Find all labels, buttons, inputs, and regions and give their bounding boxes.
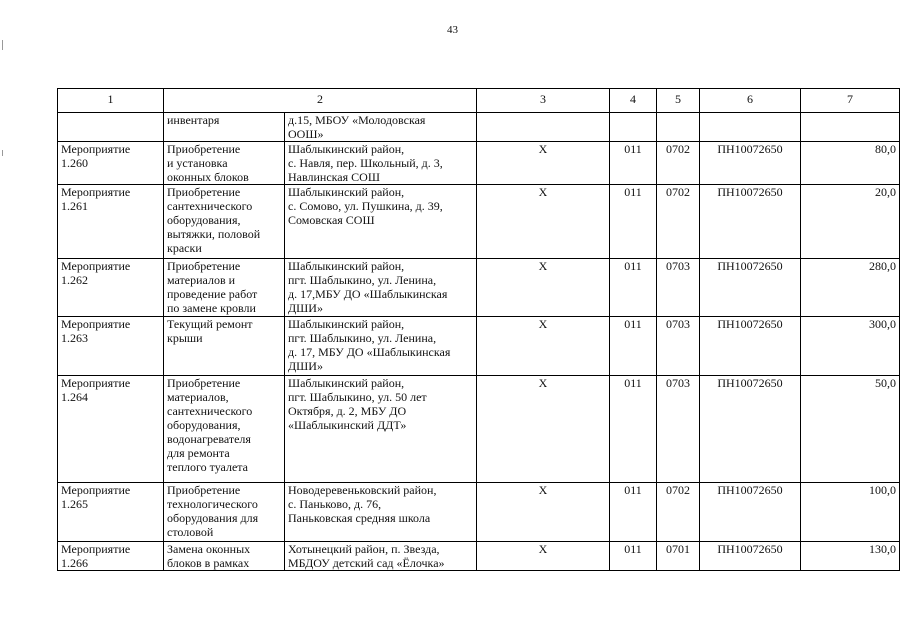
cell-address: Шаблыкинский район, с. Сомово, ул. Пушкина, д. 39, Сомовская СОШ xyxy=(285,185,477,259)
cell-col3: Х xyxy=(477,259,610,317)
cell-address: Хотынецкий район, п. Звезда, МБДОУ детский сад «Ёлочка» xyxy=(285,542,477,571)
cell-address: Шаблыкинский район, пгт. Шаблыкино, ул. Ленина, д. 17,МБУ ДО «Шаблыкинская ДШИ» xyxy=(285,259,477,317)
cell-address: Шаблыкинский район, пгт. Шаблыкино, ул. Ленина, д. 17, МБУ ДО «Шаблыкинская ДШИ» xyxy=(285,317,477,376)
cell-id: Мероприятие 1.265 xyxy=(58,483,164,542)
cell-col6: ПН10072650 xyxy=(700,317,801,376)
cell-id: Мероприятие 1.262 xyxy=(58,259,164,317)
cell-col3: Х xyxy=(477,483,610,542)
header-col-6: 6 xyxy=(700,89,801,113)
margin-mark xyxy=(2,40,3,50)
cell-id: Мероприятие 1.264 xyxy=(58,376,164,483)
cell-col7: 130,0 xyxy=(801,542,900,571)
cell-col3: Х xyxy=(477,542,610,571)
cell-name: Приобретение материалов, сантехнического оборудования, водонагревателя для ремонта теплого туалета xyxy=(164,376,285,483)
cell-col3: Х xyxy=(477,376,610,483)
cell-col7: 80,0 xyxy=(801,142,900,185)
cell-col4: 011 xyxy=(610,142,657,185)
table-row xyxy=(58,185,900,259)
cell-col7: 300,0 xyxy=(801,317,900,376)
cell-col4: 011 xyxy=(610,259,657,317)
budget-table xyxy=(57,88,900,571)
cell-col6: ПН10072650 xyxy=(700,483,801,542)
table-row xyxy=(58,259,900,317)
header-col-3: 3 xyxy=(477,89,610,113)
cell-col3: Х xyxy=(477,142,610,185)
table-row xyxy=(58,542,900,571)
cell-col4 xyxy=(610,113,657,142)
cell-id: Мероприятие 1.266 xyxy=(58,542,164,571)
cell-col4: 011 xyxy=(610,483,657,542)
cell-name: инвентаря xyxy=(164,113,285,142)
cell-name: Замена оконных блоков в рамках xyxy=(164,542,285,571)
table-row xyxy=(58,483,900,542)
cell-id: Мероприятие 1.260 xyxy=(58,142,164,185)
table-row xyxy=(58,376,900,483)
cell-col3 xyxy=(477,113,610,142)
cell-id: Мероприятие 1.263 xyxy=(58,317,164,376)
cell-id xyxy=(58,113,164,142)
cell-name: Приобретение и установка оконных блоков xyxy=(164,142,285,185)
cell-col5: 0702 xyxy=(657,142,700,185)
cell-col6: ПН10072650 xyxy=(700,542,801,571)
cell-col4: 011 xyxy=(610,185,657,259)
cell-col5: 0702 xyxy=(657,483,700,542)
cell-name: Приобретение материалов и проведение работ по замене кровли xyxy=(164,259,285,317)
cell-col6: ПН10072650 xyxy=(700,185,801,259)
cell-col6: ПН10072650 xyxy=(700,376,801,483)
cell-col4: 011 xyxy=(610,542,657,571)
page-number: 43 xyxy=(447,24,458,36)
header-row xyxy=(58,89,900,113)
cell-col5: 0703 xyxy=(657,259,700,317)
cell-col3: Х xyxy=(477,317,610,376)
table-row xyxy=(58,142,900,185)
cell-address: д.15, МБОУ «Молодовская ООШ» xyxy=(285,113,477,142)
cell-col4: 011 xyxy=(610,317,657,376)
cell-col5: 0703 xyxy=(657,317,700,376)
header-col-5: 5 xyxy=(657,89,700,113)
cell-col3: Х xyxy=(477,185,610,259)
cell-col6: ПН10072650 xyxy=(700,142,801,185)
cell-col5: 0701 xyxy=(657,542,700,571)
cell-name: Приобретение технологического оборудования для столовой xyxy=(164,483,285,542)
cell-col7: 100,0 xyxy=(801,483,900,542)
header-col-4: 4 xyxy=(610,89,657,113)
header-col-1: 1 xyxy=(58,89,164,113)
header-col-2: 2 xyxy=(164,89,477,113)
cell-col7: 280,0 xyxy=(801,259,900,317)
cell-col6 xyxy=(700,113,801,142)
cell-col5: 0703 xyxy=(657,376,700,483)
cell-address: Новодеревеньковский район, с. Паньково, д. 76, Паньковская средняя школа xyxy=(285,483,477,542)
cell-id: Мероприятие 1.261 xyxy=(58,185,164,259)
cell-col6: ПН10072650 xyxy=(700,259,801,317)
cell-name: Приобретение сантехнического оборудования, вытяжки, половой краски xyxy=(164,185,285,259)
margin-mark xyxy=(2,150,3,156)
cell-col5 xyxy=(657,113,700,142)
header-col-7: 7 xyxy=(801,89,900,113)
cell-col7 xyxy=(801,113,900,142)
cell-col7: 20,0 xyxy=(801,185,900,259)
cell-name: Текущий ремонт крыши xyxy=(164,317,285,376)
cell-col4: 011 xyxy=(610,376,657,483)
cell-address: Шаблыкинский район, пгт. Шаблыкино, ул. 50 лет Октября, д. 2, МБУ ДО «Шаблыкинский ДДТ» xyxy=(285,376,477,483)
cell-col7: 50,0 xyxy=(801,376,900,483)
table-row-continuation xyxy=(58,113,900,142)
table-row xyxy=(58,317,900,376)
cell-address: Шаблыкинский район, с. Навля, пер. Школьный, д. 3, Навлинская СОШ xyxy=(285,142,477,185)
cell-col5: 0702 xyxy=(657,185,700,259)
